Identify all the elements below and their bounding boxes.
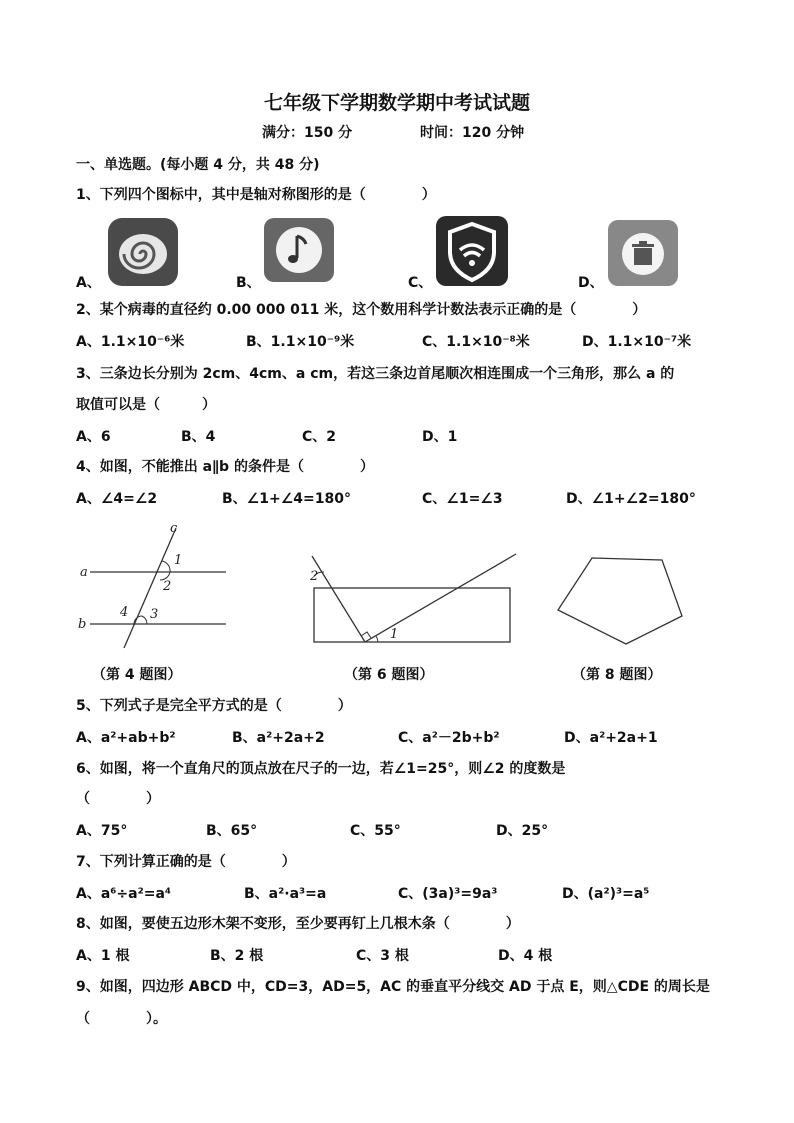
exam-time: 时间：120 分钟 [420,125,525,141]
q8-option-d: D、4 根 [498,948,553,964]
trash-can-icon [606,218,680,288]
figure-6-caption: （第 6 题图） [344,667,434,683]
q1-option-b-label: B、 [236,275,261,291]
question-2-stem: 2、某个病毒的直径约 0.00 000 011 米，这个数用科学计数法表示正确的是（ ） [76,302,647,318]
q4-option-d: D、∠1+∠2=180° [566,491,696,507]
question-8-stem: 8、如图，要使五边形木架不变形，至少要再钉上几根木条（ ） [76,916,520,932]
q3-option-d: D、1 [422,429,458,445]
q4-option-b: B、∠1+∠4=180° [222,491,351,507]
question-9-stem-line2: （ ）。 [76,1011,167,1027]
q3-option-a: A、6 [76,429,111,445]
wifi-shield-icon [434,214,510,288]
fig6-label-2: 2 [310,569,319,584]
figure-8-caption: （第 8 题图） [572,667,662,683]
q2-option-d: D、1.1×10⁻⁷米 [582,334,692,350]
fig4-label-c: c [170,521,178,536]
snail-shell-icon [106,216,180,288]
q5-option-c: C、a²－2b+b² [398,730,500,746]
fig6-label-1: 1 [390,627,399,642]
q6-option-a: A、75° [76,823,128,839]
figure-4-parallel-lines [70,518,240,652]
figure-6-set-square-ruler [302,548,524,648]
question-4-stem: 4、如图，不能推出 a∥b 的条件是（ ） [76,459,374,475]
fig4-label-a: a [80,565,88,580]
q4-option-c: C、∠1=∠3 [422,491,503,507]
q3-option-b: B、4 [181,429,216,445]
question-3-stem-line1: 3、三条边长分别为 2cm、4cm、a cm，若这三条边首尾顺次相连围成一个三角形，那么 a 的 [76,366,675,382]
page-title: 七年级下学期数学期中考试试题 [263,92,530,114]
question-3-stem-line2: 取值可以是（ ） [76,397,216,413]
q6-option-c: C、55° [350,823,401,839]
fig4-label-4: 4 [120,605,129,620]
question-6-stem-line1: 6、如图，将一个直角尺的顶点放在尺子的一边，若∠1=25°，则∠2 的度数是 [76,761,566,777]
q3-option-c: C、2 [302,429,337,445]
fig4-label-b: b [78,617,87,632]
q8-option-c: C、3 根 [356,948,409,964]
question-1-stem: 1、下列四个图标中，其中是轴对称图形的是（ ） [76,187,436,203]
section-heading: 一、单选题。(每小题 4 分，共 48 分) [76,157,320,173]
q8-option-b: B、2 根 [210,948,264,964]
q6-option-d: D、25° [496,823,549,839]
figure-8-pentagon [552,548,692,648]
q7-option-b: B、a²·a³=a [244,886,327,902]
q6-option-b: B、65° [206,823,258,839]
question-5-stem: 5、下列式子是完全平方式的是（ ） [76,698,352,714]
q7-option-d: D、(a²)³=a⁵ [562,886,650,902]
q1-option-c-label: C、 [408,275,433,291]
q7-option-c: C、(3a)³=9a³ [398,886,498,902]
q4-option-a: A、∠4=∠2 [76,491,158,507]
q1-option-a-label: A、 [76,275,101,291]
q5-option-b: B、a²+2a+2 [232,730,325,746]
figure-4-caption: （第 4 题图） [92,667,182,683]
q2-option-b: B、1.1×10⁻⁹米 [246,334,355,350]
q7-option-a: A、a⁶÷a²=a⁴ [76,886,172,902]
q1-option-d-label: D、 [578,275,604,291]
q5-option-a: A、a²+ab+b² [76,730,176,746]
music-note-icon [262,216,336,284]
question-9-stem-line1: 9、如图，四边形 ABCD 中，CD=3，AD=5，AC 的垂直平分线交 AD 于点 E，则△CDE 的周长是 [76,979,710,995]
q2-option-c: C、1.1×10⁻⁸米 [422,334,530,350]
question-6-stem-line2: （ ） [76,791,160,807]
full-score: 满分：150 分 [262,125,353,141]
question-7-stem: 7、下列计算正确的是（ ） [76,854,296,870]
q2-option-a: A、1.1×10⁻⁶米 [76,334,185,350]
q5-option-d: D、a²+2a+1 [564,730,658,746]
fig4-label-1: 1 [174,553,183,568]
fig4-label-3: 3 [150,607,159,622]
q8-option-a: A、1 根 [76,948,130,964]
fig4-label-2: 2 [163,579,172,594]
